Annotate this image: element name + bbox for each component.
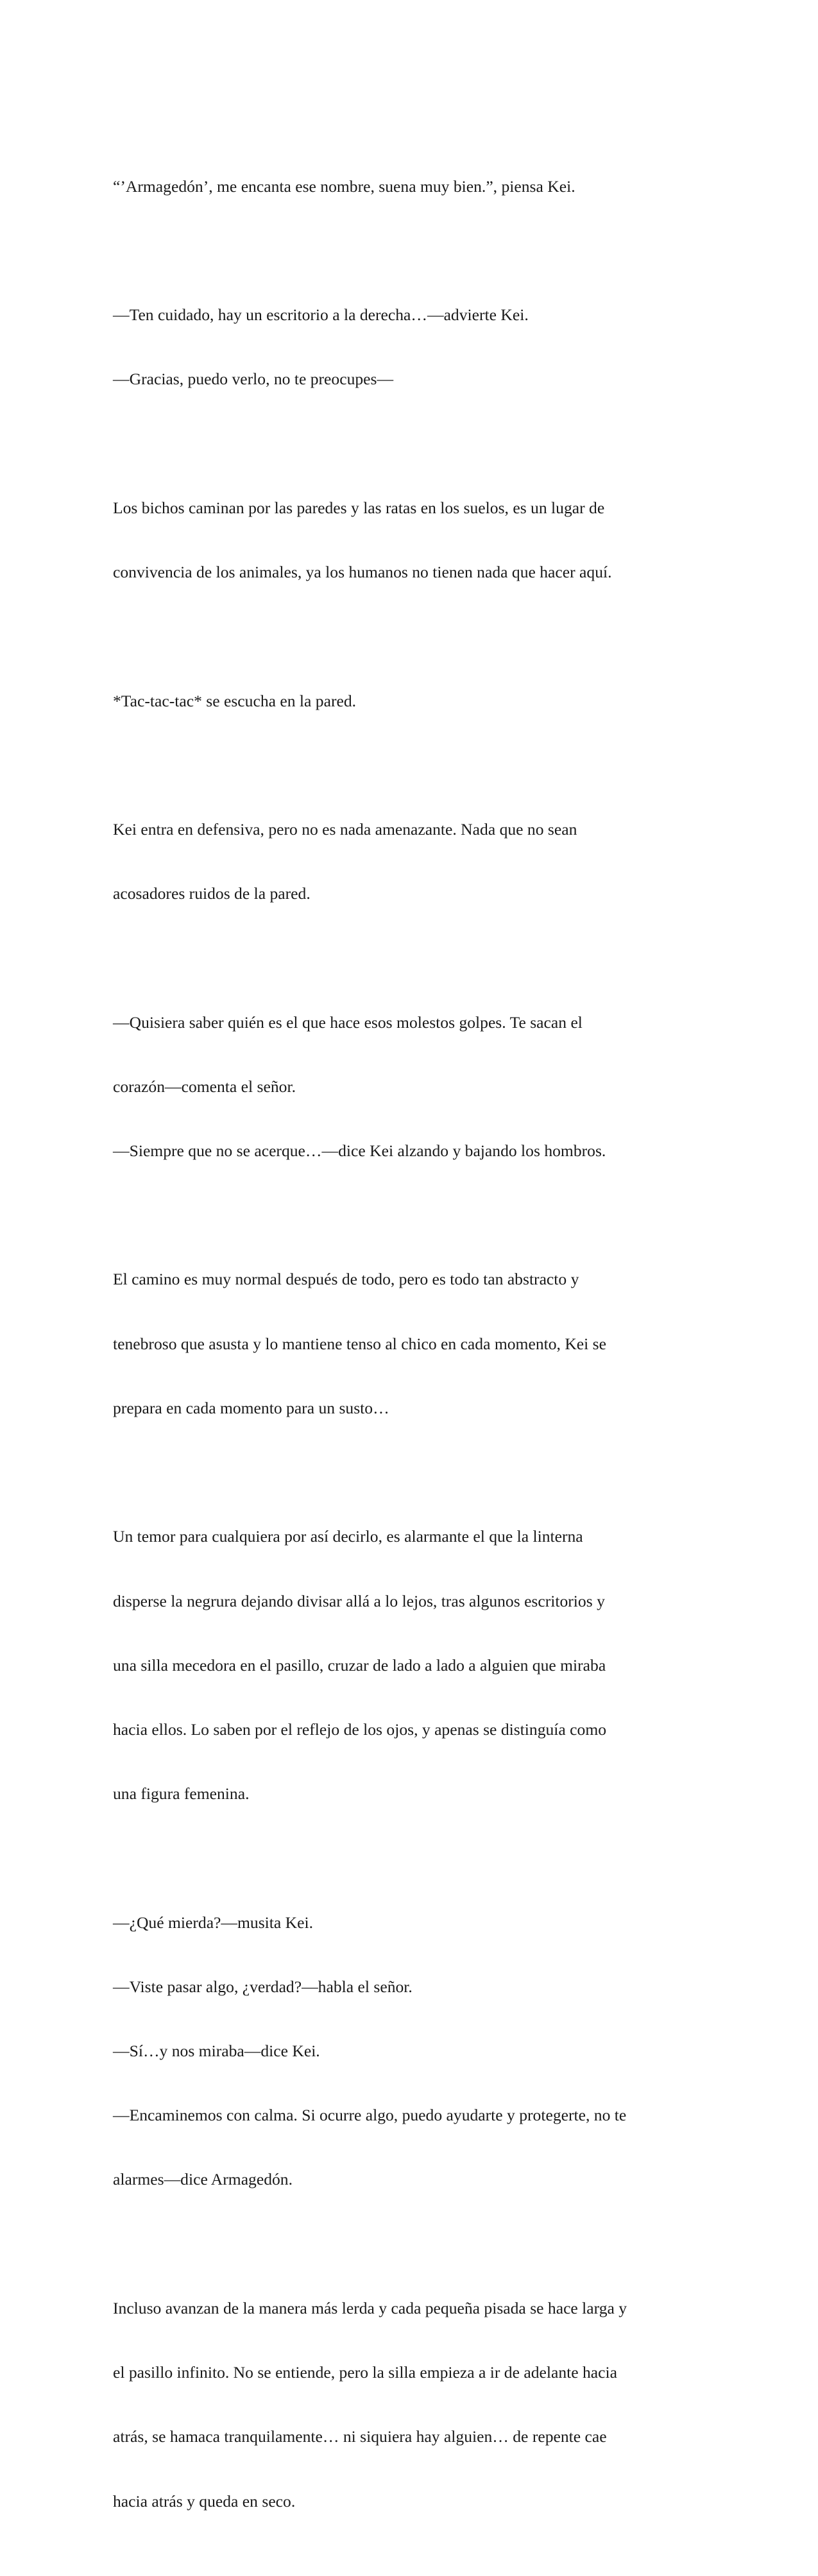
text-line: Incluso avanzan de la manera más lerda y cada pequeña pisada se hace larga y (113, 2298, 627, 2317)
dialogue-line: corazón—comenta el señor. (113, 1077, 296, 1096)
text-line: hacia atrás y queda en seco. (113, 2491, 296, 2511)
text-line: “’Armagedón’, me encanta ese nombre, suena muy bien.”, piensa Kei. (113, 176, 575, 196)
paragraph-1 (113, 133, 703, 240)
dialogue-line: —Encaminemos con calma. Si ocurre algo, puedo ayudarte y protegerte, no te (113, 2106, 627, 2125)
paragraph-8 (113, 1483, 703, 1847)
text-line: el pasillo infinito. No se entiende, pero la silla empieza a ir de adelante hacia (113, 2363, 617, 2382)
text-line: prepara en cada momento para un susto… (113, 1398, 389, 1417)
text-line: Kei entra en defensiva, pero no es nada amenazante. Nada que no sean (113, 819, 577, 839)
dialogue-line: —¿Qué mierda?—musita Kei. (113, 1913, 313, 1932)
paragraph-6 (113, 969, 703, 1204)
paragraph-9 (113, 1869, 703, 2233)
text-line: Un temor para cualquiera por así decirlo, es alarmante el que la linterna (113, 1527, 583, 1546)
dialogue-line: —Viste pasar algo, ¿verdad?—habla el señor. (113, 1977, 413, 1996)
text-line: acosadores ruidos de la pared. (113, 884, 311, 903)
text-line: una figura femenina. (113, 1784, 250, 1804)
paragraph-10 (113, 2255, 703, 2555)
paragraph-4 (113, 647, 703, 755)
paragraph-7 (113, 1226, 703, 1462)
text-line: convivencia de los animales, ya los humanos no tienen nada que hacer aquí. (113, 563, 612, 582)
paragraph-3 (113, 454, 703, 626)
text-line: Los bichos caminan por las paredes y las ratas en los suelos, es un lugar de (113, 498, 605, 517)
dialogue-line: alarmes—dice Armagedón. (113, 2170, 293, 2189)
dialogue-line: —Gracias, puedo verlo, no te preocupes— (113, 370, 394, 389)
text-line: una silla mecedora en el pasillo, cruzar de lado a lado a alguien que miraba (113, 1655, 606, 1675)
dialogue-line: —Sí…y nos miraba—dice Kei. (113, 2042, 320, 2061)
dialogue-line: —Ten cuidado, hay un escritorio a la derecha…—advierte Kei. (113, 305, 529, 325)
text-line: disperse la negrura dejando divisar allá a lo lejos, tras algunos escritorios y (113, 1591, 605, 1610)
text-line: atrás, se hamaca tranquilamente… ni siquiera hay alguien… de repente cae (113, 2427, 607, 2446)
paragraph-5 (113, 776, 703, 947)
text-line: tenebroso que asusta y lo mantiene tenso al chico en cada momento, Kei se (113, 1334, 606, 1353)
text-line: *Tac-tac-tac* se escucha en la pared. (113, 691, 357, 710)
story-text (113, 133, 703, 2576)
text-line: hacia ellos. Lo saben por el reflejo de los ojos, y apenas se distinguía como (113, 1719, 607, 1739)
dialogue-line: —Siempre que no se acerque…—dice Kei alzando y bajando los hombros. (113, 1141, 606, 1161)
text-line: El camino es muy normal después de todo, pero es todo tan abstracto y (113, 1270, 579, 1289)
dialogue-line: —Quisiera saber quién es el que hace esos molestos golpes. Te sacan el (113, 1012, 583, 1032)
paragraph-2 (113, 261, 703, 432)
